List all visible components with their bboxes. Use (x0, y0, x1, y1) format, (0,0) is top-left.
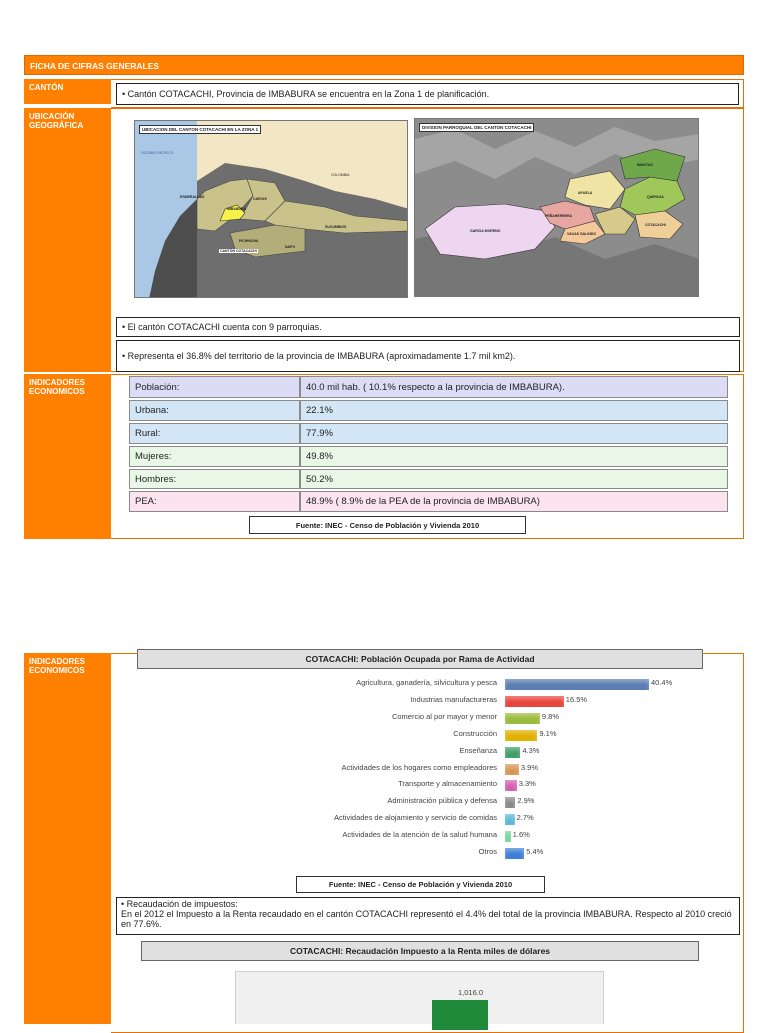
bar (505, 730, 537, 741)
ubicacion-label: UBICACIÓN GEOGRÁFICA (24, 108, 111, 372)
renta-bar (432, 1000, 488, 1030)
indicator-value: 40.0 mil hab. ( 10.1% respecto a la provincia de IMBABURA). (300, 376, 728, 398)
map-label-imbabura: IMBABURA (227, 207, 247, 211)
recaudacion-text: En el 2012 el Impuesto a la Renta recaudado en el cantón COTACACHI representó el 4.4% del total de la provincia IMBABURA. Respecto al 2010 creció en 77.6%. (121, 909, 732, 929)
bar (505, 713, 540, 724)
bar-value-label: 4.3% (522, 745, 540, 755)
indicator-label: Rural: (129, 423, 300, 444)
indicator-label: Mujeres: (129, 446, 300, 467)
map-zona-1 (134, 120, 408, 298)
renta-value-label: 1,016.0 (458, 988, 484, 997)
indicator-label: Urbana: (129, 400, 300, 421)
recaudacion-box (116, 897, 740, 935)
map-label-pichincha: PICHINCHA (239, 239, 259, 243)
map-label-oceano: OCEANO PACIFICO (141, 151, 174, 155)
chart-title-renta: COTACACHI: Recaudación Impuesto a la Renta miles de dólares (141, 941, 699, 961)
map-zona-1-title: UBICACION DEL CANTON COTACACHI EN LA ZONA 1 (139, 125, 261, 134)
indicadores-label-2: INDICADORES ECONOMICOS (24, 653, 111, 1024)
indicator-value: 77.9% (300, 423, 728, 444)
bar-category-label: Comercio al por mayor y menor (391, 711, 497, 721)
bar-value-label: 9.8% (541, 711, 560, 721)
bar-value-label: 2.9% (517, 796, 535, 806)
bar-category-label: Otros (478, 847, 497, 856)
bar-value-label: 5.4% (526, 847, 544, 856)
map-division-parroquial (414, 118, 699, 297)
bar-category-label: Enseñanza (459, 745, 497, 755)
parroquias-text: • El cantón COTACACHI cuenta con 9 parroquias. (116, 317, 740, 337)
map2-label-garcia-moreno: GARCIA MORENO (470, 229, 501, 233)
territorio-text: • Representa el 36.8% del territorio de la provincia de IMBABURA (aproximadamente 1.7 mil km2). (116, 340, 740, 372)
bar (505, 848, 524, 859)
bar-value-label: 40.4% (651, 678, 673, 687)
bar-value-label: 1.6% (512, 830, 530, 840)
bar (505, 780, 517, 791)
indicator-label: Población: (129, 376, 300, 398)
map-label-carchi: CARCHI (253, 197, 267, 201)
chart-title-ocupada: COTACACHI: Población Ocupada por Rama de Actividad (137, 649, 703, 669)
bar-category-label: Actividades de los hogares como empleadores (341, 762, 497, 772)
indicator-value: 50.2% (300, 469, 728, 489)
bar (505, 747, 520, 758)
map-division-title: DIVISION PARROQUIAL DEL CANTON COTACACHI (419, 123, 534, 132)
chart-renta (235, 971, 604, 1024)
indicator-value: 49.8% (300, 446, 728, 467)
source-note-2: Fuente: INEC - Censo de Población y Vivienda 2010 (296, 876, 545, 893)
indicator-value: 22.1% (300, 400, 728, 421)
map-label-napo: NAPO (285, 245, 296, 249)
bar-value-label: 3.9% (520, 762, 538, 772)
map-label-colombia: COLOMBIA (331, 173, 350, 177)
recaudacion-title: • Recaudación de impuestos: (121, 899, 238, 909)
bar-category-label: Industrias manufactureras (410, 694, 497, 704)
bar-category-label: Actividades de la atención de la salud humana (342, 830, 497, 840)
bar-category-label: Transporte y almacenamiento (398, 779, 497, 789)
source-note: Fuente: INEC - Censo de Población y Vivienda 2010 (249, 516, 526, 534)
bar-category-label: Agricultura, ganadería, silvicultura y pesca (356, 678, 497, 687)
bar (505, 679, 649, 690)
map-division-graphic (415, 119, 699, 297)
bar-value-label: 9.1% (539, 728, 557, 738)
bar (505, 764, 519, 775)
bar (505, 797, 515, 808)
canton-text: • Cantón COTACACHI, Provincia de IMBABURA se encuentra en la Zona 1 de planificación. (116, 83, 739, 105)
indicator-value: 48.9% ( 8.9% de la PEA de la provincia de IMBABURA) (300, 491, 728, 512)
bar-value-label: 2.7% (516, 813, 534, 823)
map2-label-cotacachi: COTACACHI (645, 223, 666, 227)
map2-label-vacas-galindo: VACAS GALINDO (567, 232, 597, 236)
bar (505, 696, 564, 707)
map-label-canton-cotacachi: CANTÓN COTACACHI (220, 249, 257, 253)
indicator-label: Hombres: (129, 469, 300, 489)
bar-value-label: 3.3% (518, 779, 536, 789)
map-zona-1-graphic (135, 121, 408, 298)
map2-label-quiroga: QUIROGA (647, 195, 664, 199)
map2-label-imantag: IMANTAG (637, 163, 654, 167)
bar-category-label: Construcción (453, 728, 497, 738)
indicator-label: PEA: (129, 491, 300, 512)
canton-label: CANTÓN (24, 79, 111, 104)
bar (505, 831, 511, 842)
chart-poblacion-ocupada (111, 672, 744, 868)
indicadores-label: INDICADORES ECONOMICOS (24, 374, 111, 539)
map-label-esmeraldas: ESMERALDAS (180, 195, 205, 199)
bar-value-label: 16.5% (565, 694, 588, 704)
header-bar (24, 55, 744, 75)
map-label-sucumbios: SUCUMBIOS (325, 225, 347, 229)
bar-category-label: Actividades de alojamiento y servicio de comidas (334, 813, 497, 823)
header-title: FICHA DE CIFRAS GENERALES (30, 61, 160, 71)
bar (505, 814, 515, 825)
map2-label-apuela: APUELA (578, 191, 593, 195)
map2-label-penaherrera: PEÑAHERRERA (545, 214, 573, 218)
bar-category-label: Administración pública y defensa (387, 796, 497, 806)
